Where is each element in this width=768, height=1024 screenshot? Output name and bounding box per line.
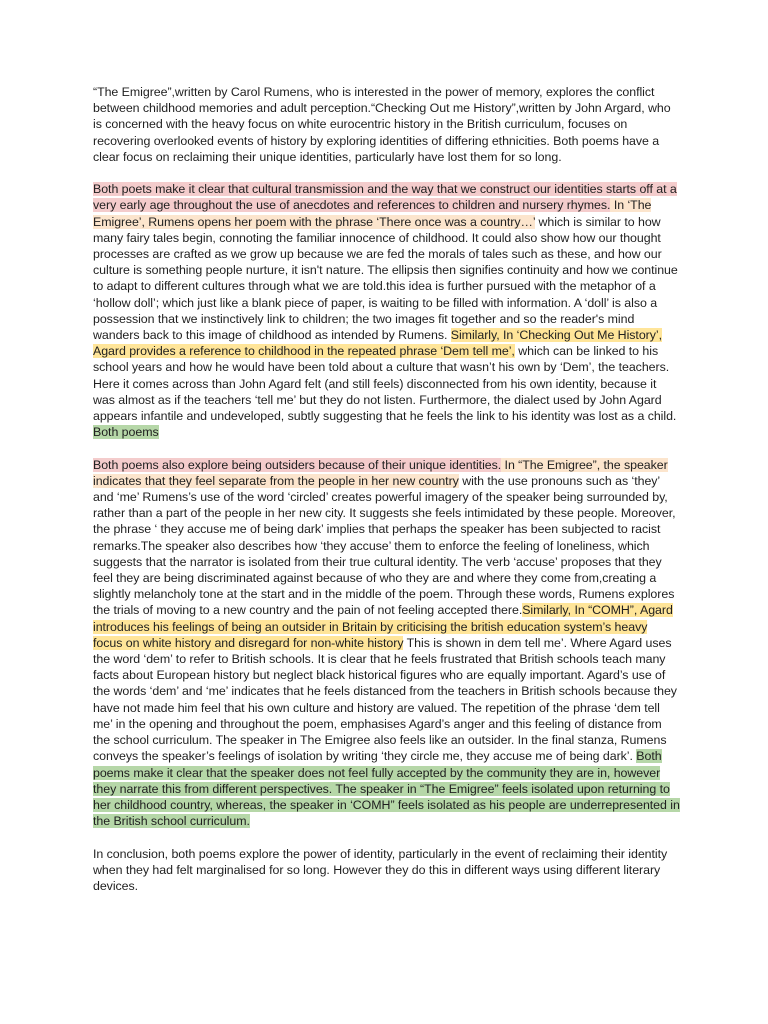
paragraph-conclusion [93,846,680,895]
analysis-text: which can be linked to his school years and how he would have been told about a culture that wasn’t his own by ‘Dem’, the teachers. Here it comes across than John Agard felt (and still feels) disconnected from his own identity, because it was almost as if the teachers ‘tell me’ but they do not listen. Furthermore, the dialect used by John Agard appears infantile and undeveloped, subtly suggesting that he feels the link to his identity was lost as a child. [93,344,677,424]
analysis-text: which is similar to how many fairy tales begin, connoting the familiar innocence of childhood. It could also show how our thought processes are crafted as we grow up because we are fed the morals of tales such as these, and how our culture is something people nurture, it isn't nature. The ellipsis then signifies continuity and how we continue to adapt to different cultures through what we are told.this idea is further pursued with the metaphor of a ‘hollow doll’; which just like a blank piece of paper, is waiting to be filled with information. A ‘doll’ is also a possession that we instinctively link to children; the two images fit together and so the reader's mind wanders back to this image of childhood as intended by Rumens. [93,214,678,343]
paragraph-outsiders [93,457,680,830]
intro-text: “The Emigree”,written by Carol Rumens, who is interested in the power of memory, explores the conflict between childhood memories and adult perception.“Checking Out me History”,written by John Argard, who is concerned with the heavy focus on white eurocentric history in the British curriculum, focuses on recovering overlooked events of history by exploring identities of differing ethnicities. Both poems have a clear focus on reclaiming their unique identities, particularly have lost them for so long. [93,85,671,164]
highlight-green-link: Both poems make it clear that the speaker does not feel fully accepted by the community they are in, however they narrate this from different perspectives. The speaker in “The Emigree” feels isolated upon returning to her childhood country, whereas, the speaker in ‘COMH” feels isolated as his people are underrepresented in the British school curriculum. [93,749,680,829]
highlight-red-point: Both poems also explore being outsiders because of their unique identities. [93,457,502,472]
document-page [93,84,680,910]
paragraph-childhood [93,181,680,440]
highlight-orange-evidence: In “The Emigree”, the speaker indicates that they feel separate from the people in her new country [93,457,668,488]
paragraph-introduction [93,84,680,165]
analysis-text: with the use pronouns such as ‘they’ and ‘me’ Rumens’s use of the word ‘circled’ creates powerful imagery of the speaker being surrounded by, rather than a part of the people in her new city. It suggests she feels intimidated by these people. Moreover, the phrase ‘ they accuse me of being dark’ implies that perhaps the speaker has been subjected to racist remarks.The speaker also describes how ‘they accuse’ them to enforce the feeling of loneliness, which suggests that the narrator is isolated from their true cultural identity. The verb ‘accuse’ proposes that they feel they are being discriminated against because of who they are and where they come from,creating a slightly melancholy tone at the start and in the middle of the poem. Through these words, Rumens explores the trials of moving to a new country and the pain of not feeling accepted there. [93,473,676,618]
highlight-yellow-comparison: Similarly, In “COMH”, Agard introduces his feelings of being an outsider in Britain by criticising the british education system’s heavy focus on white history and disregard for non-white history [93,603,673,650]
highlight-green-link: Both poems [93,425,159,440]
highlight-yellow-comparison: Similarly, In ‘Checking Out Me History’, Agard provides a reference to childhood in the repeated phrase ‘Dem tell me’, [93,328,662,359]
highlight-red-point: Both poets make it clear that cultural transmission and the way that we construct our identities starts off at a very early age throughout the use of anecdotes and references to children and nursery rhymes. [93,182,677,213]
conclusion-text: In conclusion, both poems explore the power of identity, particularly in the event of reclaiming their identity when they had felt marginalised for so long. However they do this in different ways using different literary devices. [93,846,668,893]
analysis-text: This is shown in dem tell me’. Where Agard uses the word ‘dem’ to refer to British schools. It is clear that he feels frustrated that British schools teach many facts about European history but neglect black historical figures who are equally important. Agard’s use of the words ‘dem’ and ‘me’ indicates that he feels distanced from the teachers in British schools because they have not made him feel that his own culture and history are valued. The repetition of the phrase ‘dem tell me’ in the opening and throughout the poem, emphasises Agard’s anger and this feeling of distance from the school curriculum. The speaker in The Emigree also feels like an outsider. In the final stanza, Rumens conveys the speaker’s feelings of isolation by writing ‘they circle me, they accuse me of being dark’. [93,635,677,764]
highlight-orange-evidence: In ‘The Emigree’, Rumens opens her poem with the phrase ‘There once was a country…’ [93,198,652,229]
